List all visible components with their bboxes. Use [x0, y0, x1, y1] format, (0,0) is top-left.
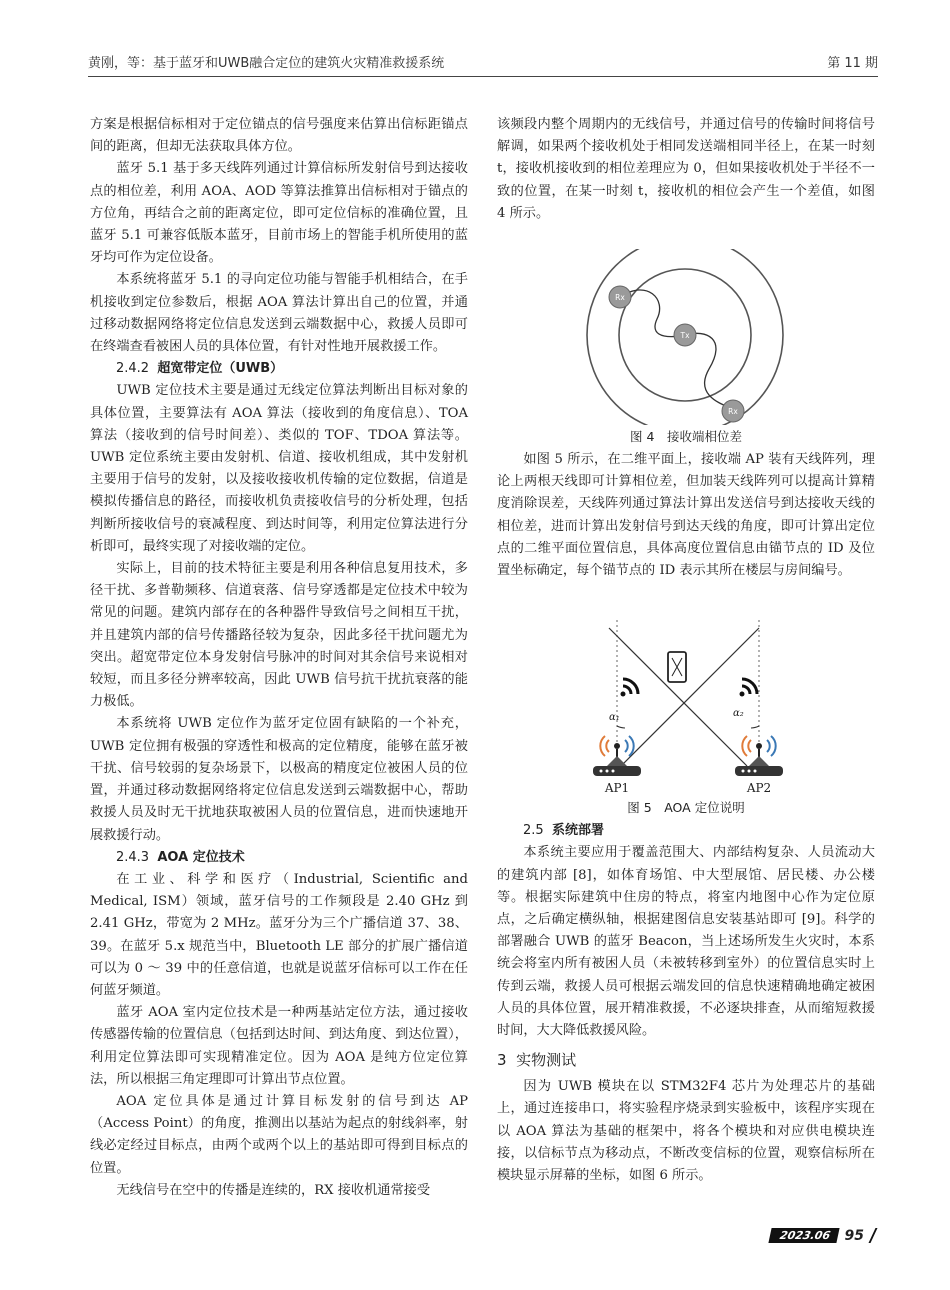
paragraph: 本系统主要应用于覆盖范围大、内部结构复杂、人员流动大的建筑内部 [8]，如体育场馆、中大型展馆、居民楼、办公楼等。根据实际建筑中住房的特点，将室内地图中心作为定位原点，之后确定横纵轴，根据建图信息安装基站即可 [9]。科学的部署融合 UWB 的蓝牙 Beacon，当上述场所发生火灾时，本系统会将室内所有被困人员（未被转移到室外）的位置信息实时上传到云端，救援人员可根据云端发回的信息快速精确地确定被困人员的具体位置，展开精准救援，不必逐块排查，从而缩短救援时间，大大降低救援风险。 [497, 845, 875, 1039]
section-heading-2-4-3 [90, 847, 468, 869]
paragraph: 方案是根据信标相对于定位锚点的信号强度来估算出信标距锚点间的距离，但却无法获取具体方位。 [90, 117, 468, 155]
paragraph: 本系统将蓝牙 5.1 的寻向定位功能与智能手机相结合，在手机接收到定位参数后，根据 AOA 算法计算出自己的位置，并通过移动数据网络将定位信息发送到云端数据中心，救援人员即可在终端查看被困人员的具体位置，有针对性地开展救援工作。 [90, 272, 468, 355]
aoa-diagram [497, 616, 875, 796]
rx-top-label: Rx [615, 293, 625, 303]
left-column [90, 114, 468, 1202]
page-footer [770, 1225, 874, 1245]
header-title: 黄刚，等：基于蓝牙和UWB融合定位的建筑火灾精准救援系统 [88, 56, 445, 71]
section-title: AOA 定位技术 [157, 849, 245, 865]
alpha2-arc [751, 726, 759, 728]
section-title: 超宽带定位（UWB） [157, 361, 284, 377]
section-heading-2-4-2 [90, 358, 468, 380]
header-rule [88, 76, 878, 77]
paragraph: 实际上，目前的技术特征主要是利用各种信息复用技术，多径干扰、多普勒频移、信道衰落、信号穿透都是定位技术中较为常见的问题。建筑内部存在的各种器件导致信号之间相互干扰，并且建筑内部的信号传播路径较为复杂，因此多径干扰问题尤为突出。超宽带定位本身发射信号脉冲的时间对其余信号来说相对较短，而且多径分辨率较高，因此 UWB 信号抗干扰抗衰落的能力极低。 [90, 561, 468, 710]
section-title: 系统部署 [551, 823, 604, 839]
right-column [497, 114, 875, 1187]
figure-4 [497, 249, 875, 425]
paragraph: UWB 定位技术主要是通过无线定位算法判断出目标对象的具体位置，主要算法有 AOA 算法（接收到的角度信息）、TOA 算法（接收到的信号时间差）、类似的 TOF、TDOA 算法等。UWB 定位系统主要由发射机、信道、接收机组成，其中发射机主要用于信号的发射，以及接收接收机传输的定位数据，信道是模拟传播信息的路径，而接收机负责接收信号的分析处理，包括判断所接收信号的衰减程度、到达时间等，利用定位算法进行分析即可，最终实现了对接收端的定位。 [90, 383, 468, 554]
paragraph: 如图 5 所示，在二维平面上，接收端 AP 装有天线阵列，理论上两根天线即可计算相位差，但加装天线阵列可以提高计算精度消除误差，天线阵列通过算法计算出发送信号到达接收天线的相位差，进而计算出发射信号到达天线的角度，即可计算出定位点的二维平面位置信息，具体高度位置信息由锚节点的 ID 及位置坐标确定，每个锚节点的 ID 表示其所在楼层与房间编号。 [497, 452, 875, 579]
section-number: 3 [497, 1051, 507, 1070]
ap1-ray [621, 628, 759, 766]
slash-mark [869, 1228, 878, 1243]
paragraph: 该频段内整个周期内的无线信号，并通过信号的传输时间将信号解调，如果两个接收机处于相同发送端相同半径上，在某一时刻 t，接收机接收到的相位差理应为 0，但如果接收机处于半径不一致的位置，在某一时刻 t，接收机的相位会产生一个差值，如图 4 所示。 [497, 117, 875, 221]
phase-difference-diagram [497, 249, 875, 425]
page-number: 95 [844, 1227, 864, 1244]
paragraph: 本系统将 UWB 定位作为蓝牙定位固有缺陷的一个补充，UWB 定位拥有极强的穿透性和极高的定位精度，能够在蓝牙被干扰、信号较弱的复杂场景下，以极高的精度定位被困人员的位置，并通过移动数据网络将定位信息发送到云端数据中心，帮助救援人员及时无干扰地获取被困人员的位置信息，进而快速地开展救援行动。 [90, 716, 468, 843]
figure-5 [497, 616, 875, 796]
figure-4-caption: 图 4 接收端相位差 [630, 429, 742, 445]
wifi-signal-icon [621, 679, 639, 697]
section-number: 2.4.3 [116, 849, 150, 865]
paragraph: 因为 UWB 模块在以 STM32F4 芯片为处理芯片的基础上，通过连接串口，将实验程序烧录到实验板中，该程序实现在以 AOA 算法为基础的框架中，将各个模块和对应供电模块连接，以信标节点为移动点，不断改变信标的位置，观察信标所在模块显示屏幕的坐标，如图 6 所示。 [497, 1079, 875, 1184]
ap2-ray [609, 628, 747, 766]
section-number: 2.5 [523, 823, 544, 839]
wifi-signal-icon [740, 679, 758, 697]
rx-bottom-label: Rx [728, 407, 738, 417]
section-number: 2.4.2 [116, 361, 150, 377]
paragraph: 蓝牙 5.1 基于多天线阵列通过计算信标所发射信号到达接收点的相位差，利用 AOA、AOD 等算法推算出信标相对于锚点的方位角，再结合之前的距离定位，即可定位信标的准确位置，且蓝牙 5.1 可兼容低版本蓝牙，目前市场上的智能手机所使用的蓝牙均可作为定位设备。 [90, 161, 468, 266]
ap2-label: AP2 [746, 781, 772, 796]
paragraph: AOA 定位具体是通过计算目标发射的信号到达 AP（Access Point）的角度，推测出以基站为起点的射线斜率，射线必定经过目标点，由两个或两个以上的基站即可得到目标点的位置。 [90, 1093, 468, 1176]
section-title: 实物测试 [516, 1051, 577, 1070]
section-heading-2-5 [497, 820, 875, 842]
paragraph: 在工业、科学和医疗（Industrial, Scientific and Medical, ISM）领域，蓝牙信号的工作频段是 2.40 GHz 到 2.41 GHz，带宽为 2 MHz。蓝牙分为三个广播信道 37、38、39。在蓝牙 5.x 规范当中，Bluetooth LE 部分的扩展广播信道可以为 0 ～ 39 中的任意信道，也就是说蓝牙信标可以工作在任何蓝牙频道。 [90, 871, 468, 998]
section-heading-3 [497, 1048, 875, 1072]
tx-label: Tx [680, 331, 690, 341]
alpha1-arc [617, 726, 625, 728]
ap1-label: AP1 [604, 781, 630, 796]
issue-date-badge: 2023.06 [769, 1228, 840, 1243]
signal-path-outer [685, 333, 733, 409]
header-issue: 第 11 期 [827, 56, 878, 71]
figure-5-caption: 图 5 AOA 定位说明 [627, 800, 745, 816]
phone-icon [668, 652, 686, 682]
paragraph: 蓝牙 AOA 室内定位技术是一种两基站定位方法，通过接收传感器传输的位置信息（包括到达时间、到达角度、到达位置），利用定位算法即可实现精准定位。因为 AOA 是纯方位定位算法，所以根据三角定理即可计算出节点位置。 [90, 1005, 468, 1087]
alpha2-label: α₂ [733, 708, 744, 720]
running-header [88, 52, 878, 74]
alpha1-label: α₁ [609, 712, 620, 724]
paragraph: 无线信号在空中的传播是连续的，RX 接收机通常接受 [116, 1182, 431, 1198]
